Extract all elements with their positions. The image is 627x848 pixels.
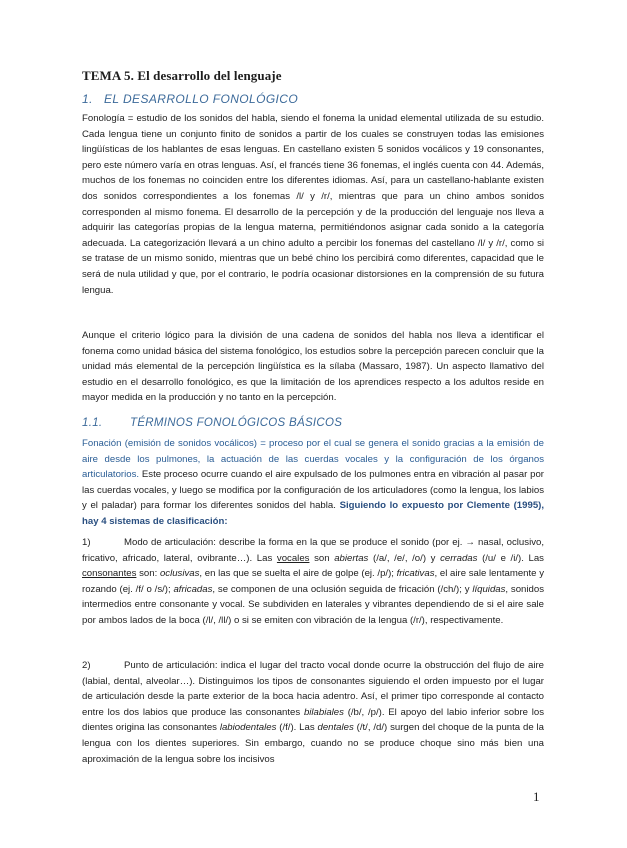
- page-number: 1: [533, 789, 540, 804]
- list-item-modo-articulacion: [82, 535, 544, 629]
- item-text: (/a/, /e/, /o/) y: [368, 552, 441, 564]
- section-title: EL DESARROLLO FONOLÓGICO: [104, 92, 299, 106]
- term-labiodentales: labiodentales: [219, 722, 277, 734]
- term-dentales: dentales: [317, 722, 354, 734]
- item-text: , en las que se suelta el aire de golpe (ej. /p/);: [199, 568, 397, 580]
- term-fricativas: fricativas: [396, 568, 435, 580]
- section-heading-1-1: [82, 417, 342, 429]
- fonacion-explanation: Este proceso ocurre cuando el aire expulsado de los pulmones entra en vibración al pasar por las cuerdas vocales, y luego se modifica por la configuración de los articuladores (como la lengua, los labios y el paladar) para formar los diferentes sonidos del habla.: [82, 469, 544, 512]
- term-abiertas: abiertas: [334, 552, 369, 564]
- document-title: TEMA 5. El desarrollo del lenguaje: [82, 68, 282, 83]
- fonacion-definition: Fonación (emisión de sonidos vocálicos) = proceso por el cual se genera el sonido gracias a la emisión de aire desde los pulmones, la actuación de las cuerdas vocales y la configuración de los órganos articulatorios.: [82, 438, 544, 481]
- item-text: Modo de articulación: describe la forma en la que se produce el sonido (por ej. → nasal, oclusivo, fricativo, africado, lateral, ovibrante…). Las: [82, 537, 544, 564]
- item-text: , sonidos intermedios entre consonante y vocal. Se subdividen en laterales y vibrantes dependiendo de si el aire sale por ambos lados de la boca (/l/, /ll/) o si se emiten con vibración de la lengua (/r/), respectivamente.: [82, 583, 544, 626]
- item-text: (/t/, /d/) surgen del choque de la punta de la lengua con los dientes superiores. Sin embargo, cuando no se produce choque sino más bien una aproximación de la lengua sobre los incisivos: [82, 722, 544, 765]
- section-title: TÉRMINOS FONOLÓGICOS BÁSICOS: [130, 417, 343, 429]
- section-number: 1.: [82, 92, 93, 106]
- paragraph-percepcion: Aunque el criterio lógico para la división de una cadena de sonidos del habla nos lleva a identificar el fonema como unidad básica del sistema fonológico, los estudios sobre la percepción parecen concluir que la unidad más elemental de la percepción lingüística es la sílaba (Massaro, 1987). Un aspecto llamativo del estudio en el desarrollo fonológico, es que la limitación de los aprendices respecto a los adultos reside en mayor medida en la producción y no tanto en la percepción.: [82, 330, 544, 404]
- term-bilabiales: bilabiales: [303, 706, 344, 718]
- term-liquidas: líquidas: [472, 583, 506, 595]
- section-heading-1: [82, 92, 298, 106]
- item-text: (/b/, /p/). El apoyo del labio inferior sobre los dientes origina las consonantes: [82, 706, 544, 734]
- paragraph-fonologia: Fonología = estudio de los sonidos del habla, siendo el fonema la unidad elemental utilizada de su estudio. Cada lengua tiene un conjunto finito de sonidos a partir de los cuales se construyen todas las emisiones lingüísticas de los hablantes de esas lenguas. En castellano existen 5 sonidos vocálicos y 19 consonantes, pero este número varía en otras lenguas. Así, el francés tiene 36 fonemas, el inglés cuenta con 44. Además, muchos de los fonemas no coinciden entre los diferentes idiomas. Así, para un castellano-hablante existen dos sonidos correspondientes a los fonemas /l/ y /r/, mientras que para un chino ambos sonidos corresponden al mismo fonema. El desarrollo de la percepción y de la producción del lenguaje nos lleva a adquirir las categorías propias de la lengua materna, permitiéndonos asignar cada sonido a la categoría adecuada. La categorización llevará a un chino adulto a percibir los fonemas del castellano /l/ y /r/, como si se tratase de un mismo sonido, mientras que un bebé chino los percibirá como diferentes, capacidad que le será de nula utilidad y que, por el contrario, le podría ocasionar distorsiones en la comprensión de su futura lengua.: [82, 113, 544, 296]
- item-text: son:: [136, 568, 160, 580]
- clasificacion-intro: Siguiendo lo expuesto por Clemente (1995), hay 4 sistemas de clasificación:: [82, 500, 545, 527]
- term-africadas: africadas: [173, 583, 213, 595]
- item-text: Punto de articulación: indica el lugar del tracto vocal donde ocurre la obstrucción del flujo de aire (labial, dental, alveolar…). Distinguimos los tipos de consonantes siguiendo el orden impuesto por el lugar de articulación desde la parte exterior de la boca hacia adentro. Así, el primer tipo corresponde al contacto entre los dos labios que produce las consonantes: [82, 660, 544, 718]
- term-vocales: vocales: [276, 552, 310, 564]
- item-text: (/f/). Las: [276, 722, 318, 734]
- paragraph-fonacion: [82, 436, 544, 530]
- item-text: , se componen de una oclusión seguida de fricación (/ch/); y: [212, 583, 473, 595]
- item-number: 2): [82, 660, 91, 671]
- term-oclusivas: oclusivas: [159, 568, 200, 580]
- list-item-punto-articulacion: [82, 658, 544, 767]
- item-text: son: [309, 552, 335, 564]
- item-text: , el aire sale lentamente y rozando (ej. /f/ o /s/);: [82, 568, 544, 595]
- item-text: (/u/ e /i/). Las: [477, 552, 544, 564]
- term-consonantes: consonantes: [82, 568, 137, 580]
- item-number: 1): [82, 537, 91, 548]
- term-cerradas: cerradas: [440, 552, 478, 564]
- section-number: 1.1.: [82, 417, 103, 429]
